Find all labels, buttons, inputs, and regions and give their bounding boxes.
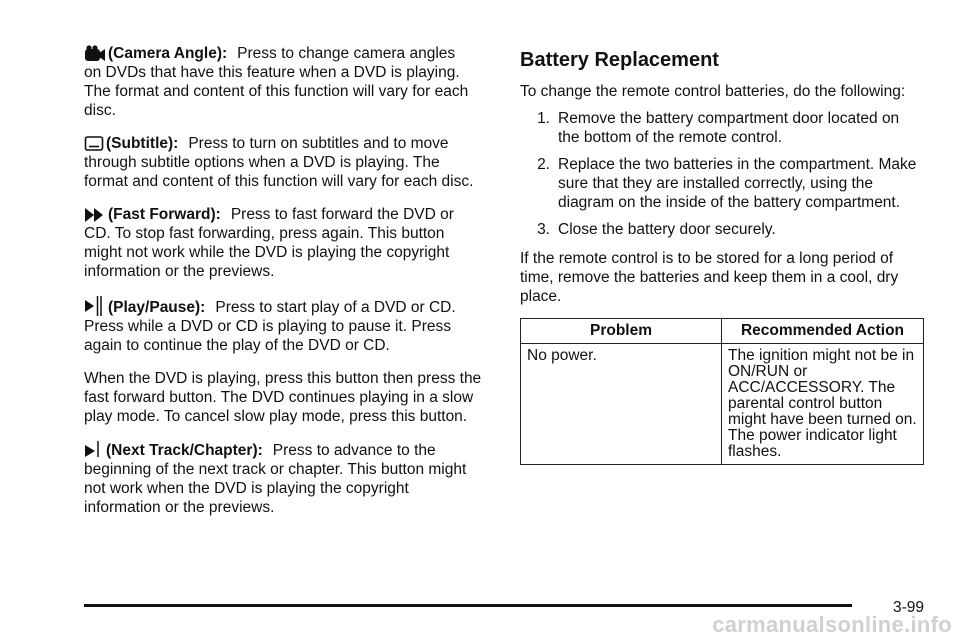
play-pause-description: Press while a DVD or CD is playing to pause it. Press again to continue the play of the DVD or CD. <box>84 318 451 354</box>
watermark: carmanualsonline.info <box>712 612 952 637</box>
play-pause-entry <box>84 295 484 355</box>
storage-note: If the remote control is to be stored for a long period of time, remove the batteries and keep them in a cool, dry place. <box>520 250 899 305</box>
next-track-icon <box>84 440 104 460</box>
step-text: Remove the battery compartment door located on the bottom of the remote control. <box>558 110 900 146</box>
camera-icon <box>84 45 106 63</box>
footer-rule <box>84 604 852 607</box>
steps-list <box>520 109 924 239</box>
fast-forward-first-line: Press to fast forward the DVD or <box>230 206 454 223</box>
fast-forward-entry <box>84 205 484 281</box>
step-number: 2. <box>537 156 550 173</box>
next-track-first-line: Press to advance to the <box>272 442 436 459</box>
next-track-description: beginning of the next track or chapter. This button might not work when the DVD is playing the copyright information or the previews. <box>84 461 467 516</box>
subtitle-label: (Subtitle): <box>106 135 179 152</box>
list-item <box>520 109 924 147</box>
play-pause-label: (Play/Pause): <box>108 299 206 316</box>
list-item <box>520 220 924 239</box>
page-number: 3-99 <box>892 599 924 616</box>
table-row <box>521 344 924 465</box>
section-heading: Battery Replacement <box>520 49 719 71</box>
table-header-row <box>521 319 924 344</box>
play-pause-icon <box>84 295 106 317</box>
camera-angle-first-line: Press to change camera angles <box>237 45 456 62</box>
column-header-problem: Problem <box>521 319 722 344</box>
list-item <box>520 155 924 212</box>
troubleshooting-table <box>520 318 924 465</box>
problem-cell: No power. <box>521 344 722 465</box>
fast-forward-description: CD. To stop fast forwarding, press again. This button might not work while the DVD is playing the copyright information or the previews. <box>84 225 450 280</box>
step-text: Close the battery door securely. <box>558 221 776 238</box>
camera-angle-description: on DVDs that have this feature when a DVD is playing. The format and content of this function will vary for each disc. <box>84 64 469 119</box>
right-column <box>520 44 924 465</box>
column-header-action: Recommended Action <box>722 319 924 344</box>
camera-angle-entry <box>84 44 484 120</box>
step-number: 1. <box>537 110 550 127</box>
camera-angle-label: (Camera Angle): <box>108 45 228 62</box>
subtitle-icon <box>84 135 104 153</box>
action-cell: The ignition might not be in ON/RUN or ACC/ACCESSORY. The parental control button might have been turned on. The power indicator light flashes. <box>722 344 924 465</box>
slow-play-paragraph: When the DVD is playing, press this button then press the fast forward button. The DVD continues playing in a slow play mode. To cancel slow play mode, press this button. <box>84 370 482 425</box>
fast-forward-label: (Fast Forward): <box>108 206 221 223</box>
next-track-entry <box>84 440 484 517</box>
fast-forward-icon <box>84 206 106 224</box>
subtitle-first-line: Press to turn on subtitles and to move <box>188 135 449 152</box>
next-track-label: (Next Track/Chapter): <box>106 442 263 459</box>
left-column <box>84 44 484 531</box>
subtitle-description: through subtitle options when a DVD is playing. The format and content of this function will vary for each disc. <box>84 154 474 190</box>
step-number: 3. <box>537 221 550 238</box>
play-pause-first-line: Press to start play of a DVD or CD. <box>215 299 456 316</box>
step-text: Replace the two batteries in the compartment. Make sure that they are installed correctly, using the diagram on the inside of the battery compartment. <box>558 156 917 211</box>
intro-text: To change the remote control batteries, do the following: <box>520 83 906 100</box>
subtitle-entry <box>84 134 484 191</box>
